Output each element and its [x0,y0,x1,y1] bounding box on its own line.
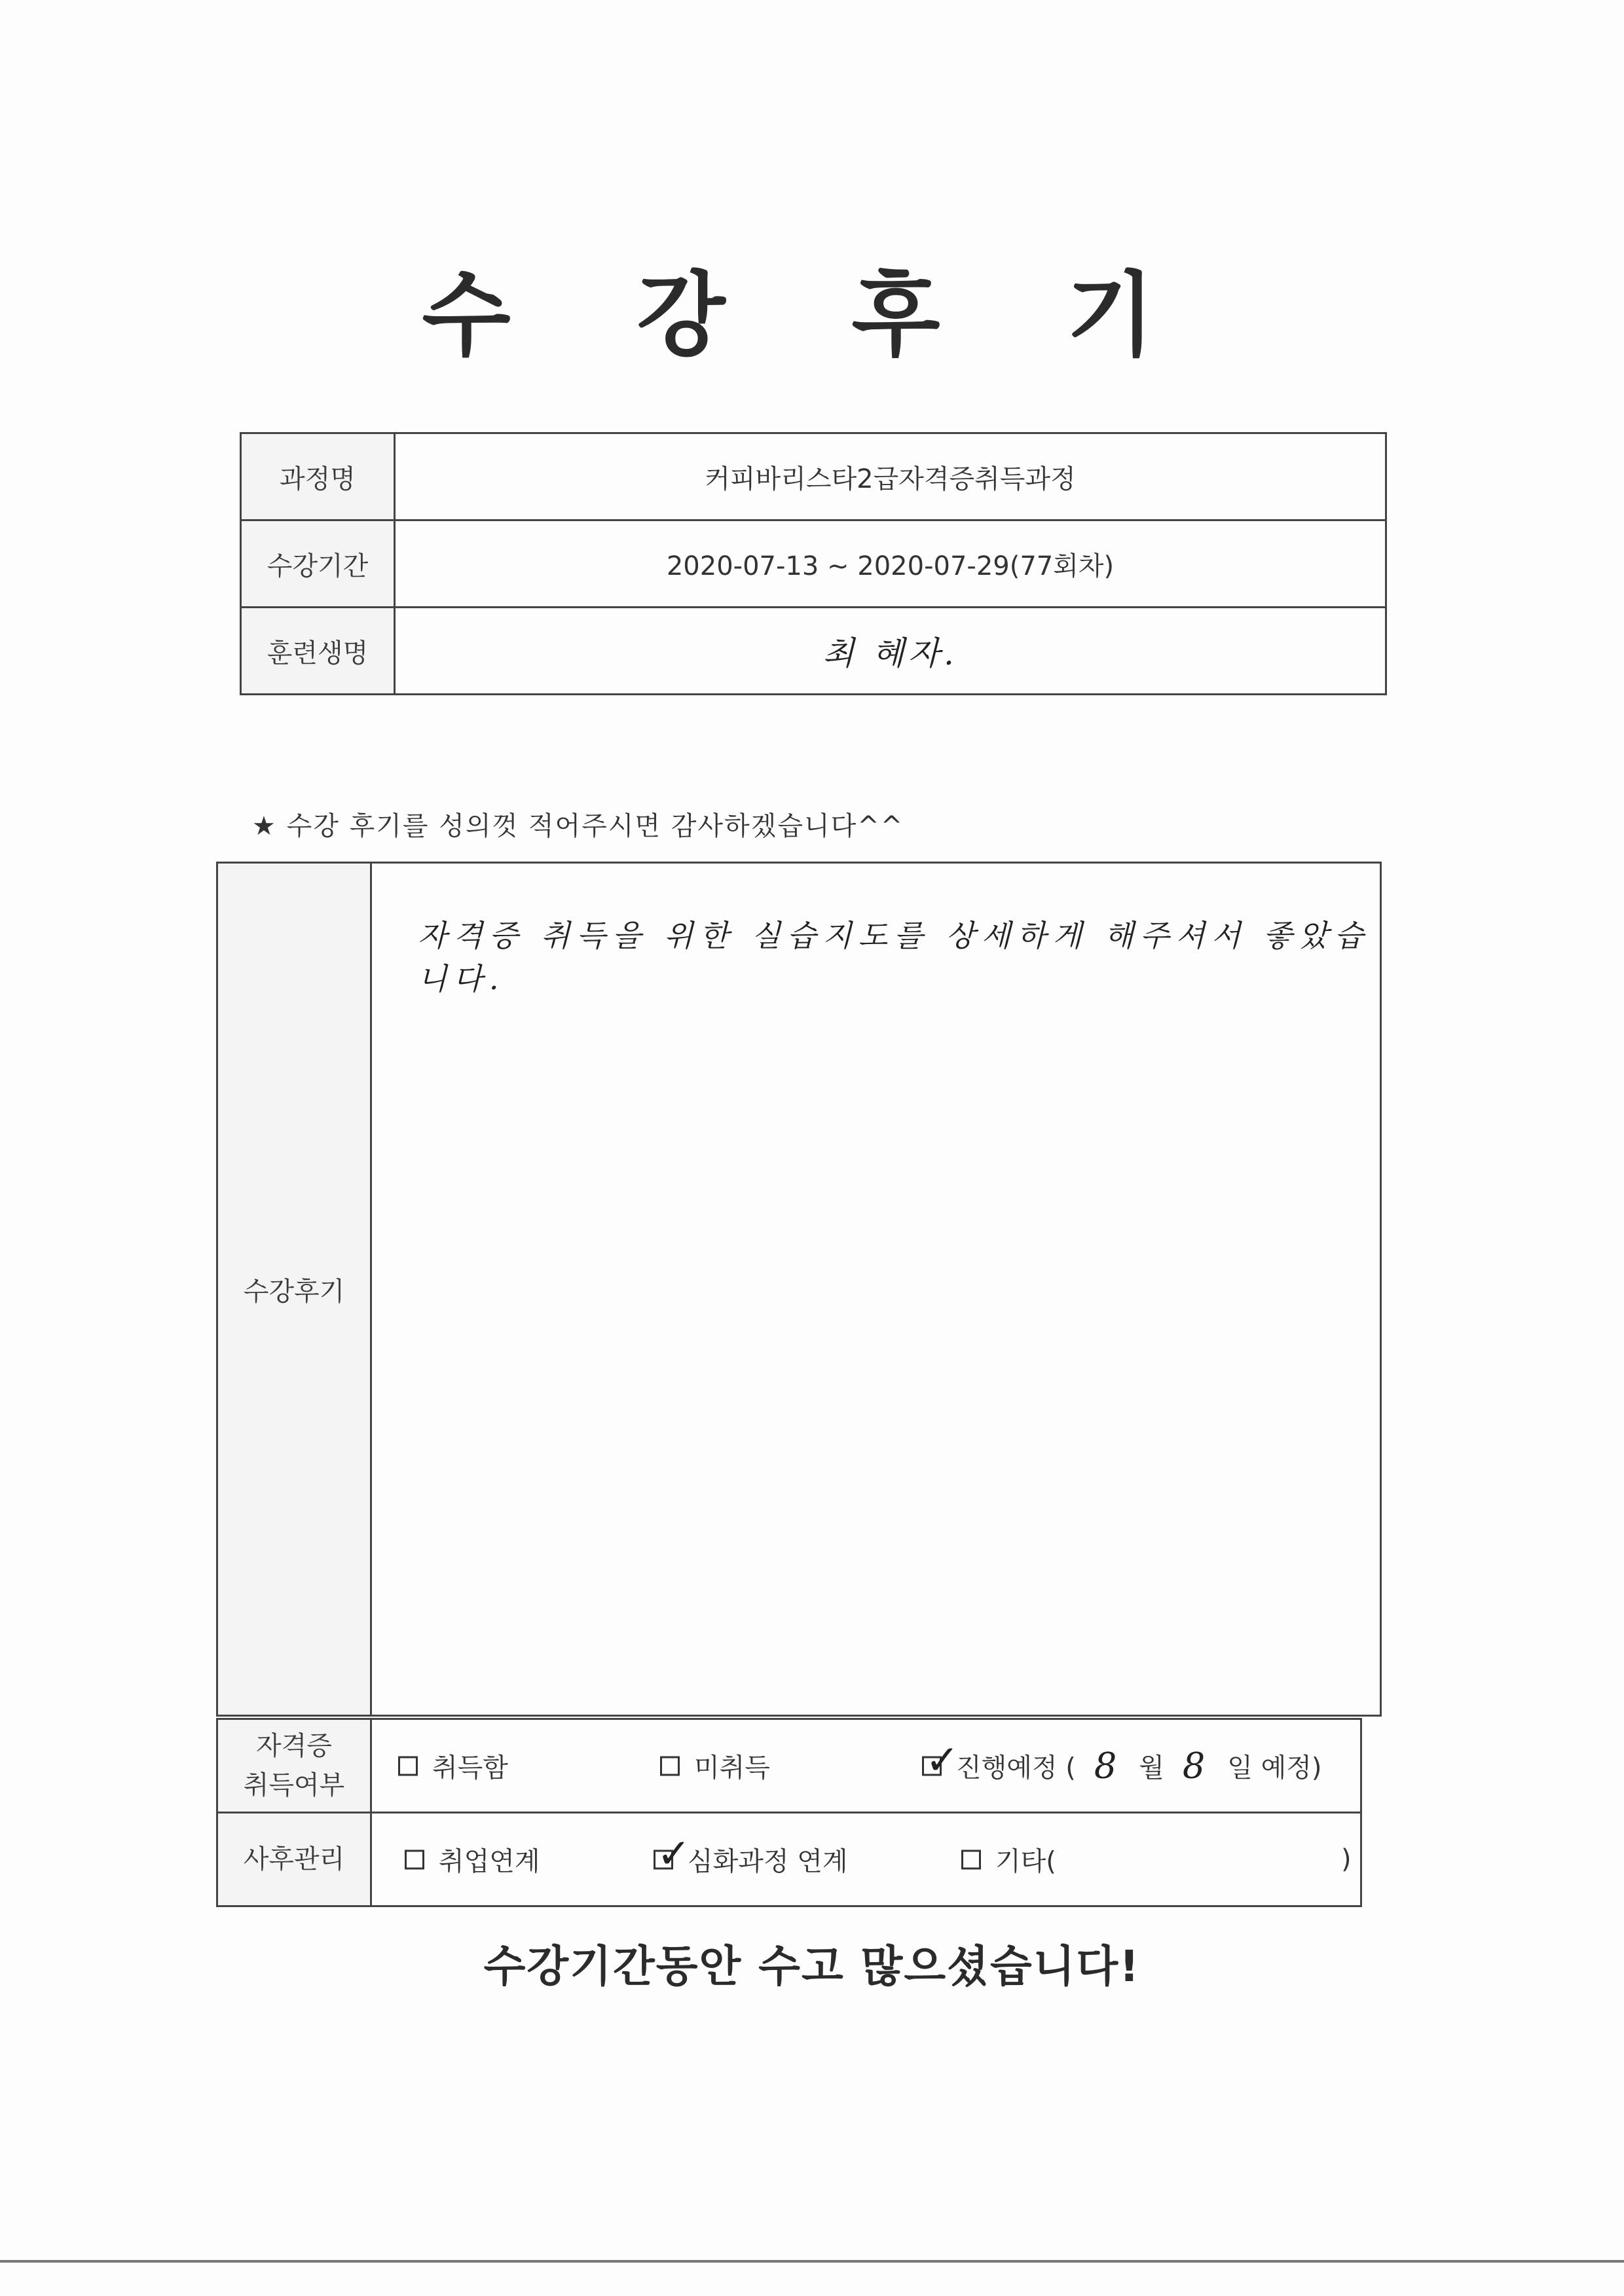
aftercare-option-employment[interactable] [405,1841,540,1878]
review-row [217,863,1381,1716]
option-label: 심화과정 연계 [688,1846,848,1877]
aftercare-option-advanced-course[interactable] [654,1829,848,1878]
scan-edge-line [0,2260,1624,2263]
month-handwritten: 8 [1094,1745,1121,1787]
option-label: 기타( [995,1846,1056,1877]
review-table [216,862,1382,1717]
check-mark-icon: ✓ [925,1736,959,1783]
trainee-name-handwritten: 최 혜자. [822,634,958,672]
certificate-label-line1: 자격증 [256,1731,332,1761]
other-close-paren: ) [1341,1844,1352,1874]
course-info-table [240,432,1387,695]
aftercare-label: 사후관리 [217,1813,371,1906]
option-label: 취득함 [432,1753,508,1783]
checkbox-checked-icon[interactable] [922,1736,959,1783]
checkbox-icon[interactable] [405,1850,424,1869]
trainee-row [241,608,1386,695]
option-label: 진행예정 ( [956,1753,1076,1783]
options-table [216,1718,1362,1907]
option-label: 미취득 [694,1753,770,1783]
checkbox-checked-icon[interactable] [654,1829,691,1877]
option-label: 취업연계 [439,1846,540,1877]
document-title: 수 강 후 기 [422,263,1202,369]
aftercare-row [217,1813,1361,1906]
day-suffix: 일 예정) [1227,1753,1322,1783]
aftercare-options [371,1813,1361,1906]
certificate-option-acquired[interactable] [398,1747,508,1785]
review-text-area[interactable] [371,863,1381,1716]
check-mark-icon: ✓ [657,1829,691,1877]
course-row [241,433,1386,520]
course-label: 과정명 [241,433,395,520]
period-value: 2020-07-13 ~ 2020-07-29(77회차) [395,520,1386,608]
trainee-label: 훈련생명 [241,608,395,695]
notice-text: ★ 수강 후기를 성의껏 적어주시면 감사하겠습니다^^ [252,811,904,841]
closing-message: 수강기간동안 수고 많으셨습니다! [483,1941,1141,1992]
certificate-label [217,1719,371,1813]
certificate-options [371,1719,1361,1813]
review-label: 수강후기 [217,863,371,1716]
certificate-label-line2: 취득여부 [243,1770,345,1800]
certificate-row [217,1719,1361,1813]
period-label: 수강기간 [241,520,395,608]
trainee-name-field[interactable] [395,608,1386,695]
checkbox-icon[interactable] [398,1756,418,1776]
checkbox-icon[interactable] [961,1850,981,1869]
checkbox-icon[interactable] [660,1756,680,1776]
day-handwritten: 8 [1182,1745,1209,1787]
aftercare-option-other[interactable] [961,1841,1056,1878]
review-handwritten-text: 자격증 취득을 위한 실습지도를 상세하게 해주셔서 좋았습니다. [418,918,1371,996]
month-unit: 월 [1139,1753,1164,1783]
period-row [241,520,1386,608]
certificate-option-not-acquired[interactable] [660,1747,770,1785]
certificate-option-in-progress[interactable] [922,1736,1322,1787]
course-value: 커피바리스타2급자격증취득과정 [395,433,1386,520]
